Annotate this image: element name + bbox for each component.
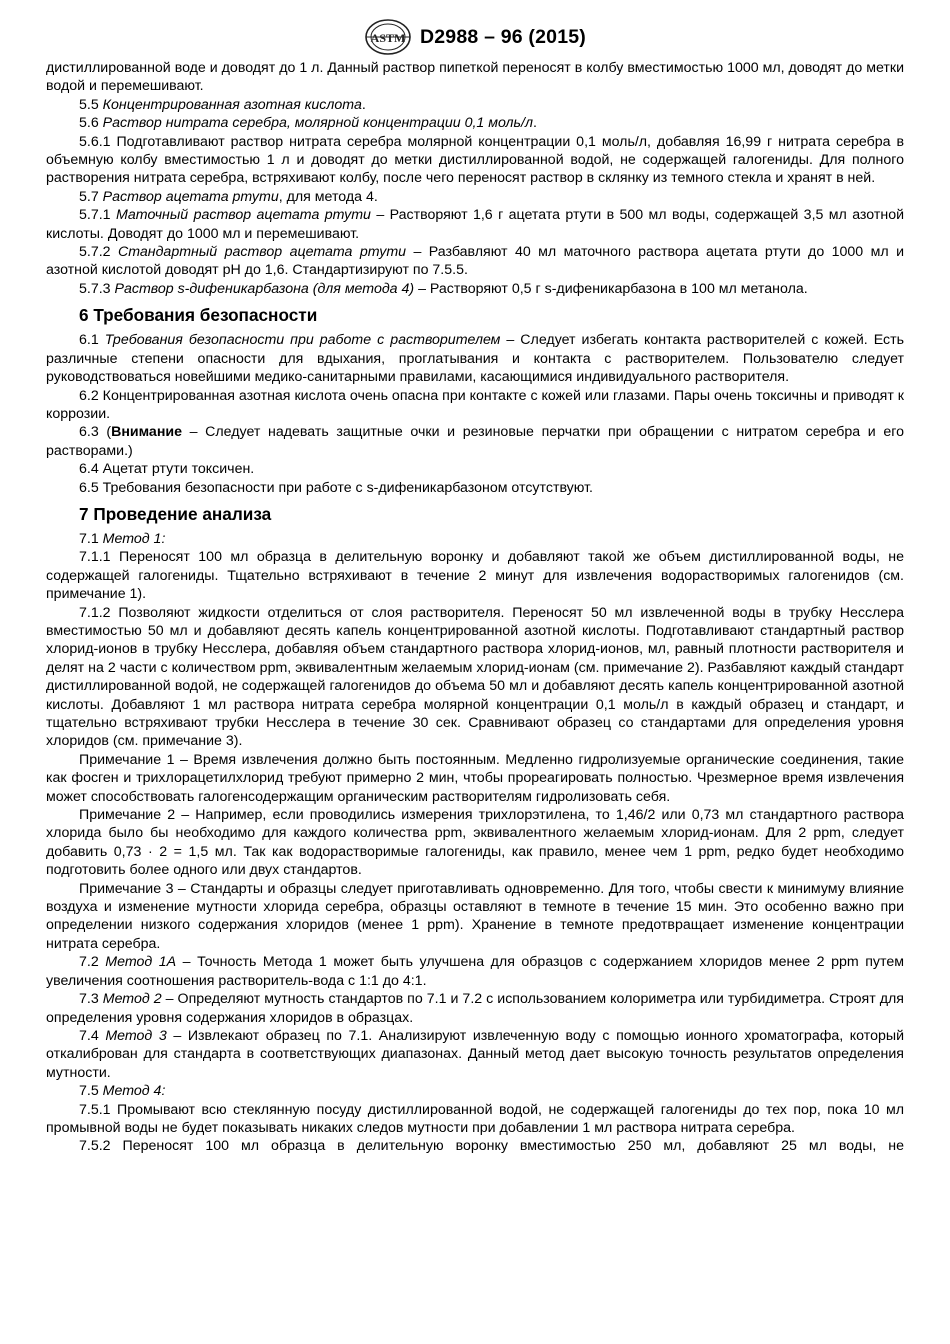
document-body (46, 59, 904, 1156)
page-header (46, 16, 904, 58)
paragraph-5-7-2: 5.7.2 Стандартный раствор ацетата ртути – Разбавляют 40 мл маточного раствора ацетата ртути до 1000 мл и азотной кислотой доводят pH до 1,6. Стандартизируют по 7.5.5. (46, 244, 905, 279)
paragraph-5-5: 5.5 Концентрированная азотная кислота. (79, 96, 366, 113)
paragraph-6-2: 6.2 Концентрированная азотная кислота очень опасна при контакте с кожей или глазами. Пары очень токсичны и приводят к коррозии. (46, 387, 904, 422)
paragraph-5-7: 5.7 Раствор ацетата ртути, для метода 4. (79, 188, 378, 205)
paragraph-7-1-1: 7.1.1 Переносят 100 мл образца в делительную воронку и добавляют такой же объем дистиллированной воды, не содержащей галогениды. Тщательно встряхивают в течение 2 минут для извлечения водорастворимых галогенидов (см. примечание 1). (46, 549, 904, 603)
heading-section-6: 6 Требования безопасности (79, 305, 318, 326)
paragraph-5-7-1: 5.7.1 Маточный раствор ацетата ртути – Растворяют 1,6 г ацетата ртути в 500 мл воды, содержащей 3,5 мл азотной кислоты. Доводят до 1000 мл и перемешивают. (46, 207, 905, 242)
note-2: Примечание 2 – Например, если проводились измерения трихлорэтилена, то 1,46/2 или 0,73 мл стандартного раствора хлорида было бы необходимо для каждого количества ppm, эквивалентного желаемым хлорид-ионам. Для 2 ppm, следует добавить 0,73 · 2 = 1,5 мл. Так как водорастворимые галогениды, как правило, менее чем 1 ppm, редко будет необходимо подготовить более одного или двух стандартов. (46, 807, 904, 879)
paragraph-7-1: 7.1 Метод 1: (79, 530, 166, 547)
paragraph-6-5: 6.5 Требования безопасности при работе с s-дифеникарбазоном отсутствуют. (79, 479, 593, 496)
paragraph-intro: дистиллированной воде и доводят до 1 л. Данный раствор пипеткой переносят в колбу вместимостью 1000 мл, доводят до метки водой и перемешивают. (46, 60, 904, 95)
paragraph-5-6-1: 5.6.1 Подготавливают раствор нитрата серебра молярной концентрации 0,1 моль/л, добавляя 16,99 г нитрата серебра в объемную колбу вместимостью 1 л и доводят до метки дистиллированной водой, не содержащей галогениды. Для полного растворения нитрата серебра, встряхивают колбу, после чего переносят раствор в склянку из темного стекла и хранят в ней. (46, 133, 904, 187)
heading-section-7: 7 Проведение анализа (79, 503, 272, 524)
standard-designation: D2988 – 96 (2015) (419, 25, 587, 48)
paragraph-7-4: 7.4 Метод 3 – Извлекают образец по 7.1. Анализируют извлеченную воду с помощью ионного хроматографа, который откалиброван для стандарта в соответствующих диапазонах. Данный метод дает высокую точность результатов определения мутности. (46, 1027, 904, 1081)
paragraph-7-5-1: 7.5.1 Промывают всю стеклянную посуду дистиллированной водой, не содержащей галогениды до тех пор, пока 10 мл промывной воды не будет показывать никаких следов мутности при добавлении 1 мл раствора нитрата серебра. (46, 1101, 904, 1136)
paragraph-6-3: 6.3 (Внимание – Следует надевать защитные очки и резиновые перчатки при обращении с нитратом серебра и его растворами.) (46, 424, 904, 459)
paragraph-7-2: 7.2 Метод 1А – Точность Метода 1 может быть улучшена для образцов с содержанием хлоридов менее 2 ppm путем увеличения соотношения растворитель-вода с 1:1 до 4:1. (46, 954, 904, 989)
note-3: Примечание 3 – Стандарты и образцы следует приготавливать одновременно. Для того, чтобы свести к минимуму влияние воздуха и изменение мутности хлорида серебра, образцы оставляют в темноте в течение 15 мин. Это особенно важно при определении низкого содержания хлоридов (менее 1 ppm). Хранение в темноте предотвращает изменение концентрации нитрата серебра. (46, 880, 904, 952)
astm-logo-icon (364, 18, 412, 56)
paragraph-7-3: 7.3 Метод 2 – Определяют мутность стандартов по 7.1 и 7.2 с использованием колориметра или турбидиметра. Строят для определения уровня содержания хлоридов в образцах. (46, 991, 904, 1026)
logo-text: ASTM (370, 31, 406, 45)
paragraph-7-5-2: 7.5.2 Переносят 100 мл образца в делительную воронку вместимостью 250 мл, добавляют 25 мл воды, не (79, 1138, 904, 1155)
paragraph-7-5: 7.5 Метод 4: (79, 1083, 166, 1100)
paragraph-5-6: 5.6 Раствор нитрата серебра, молярной концентрации 0,1 моль/л. (79, 115, 537, 132)
paragraph-6-4: 6.4 Ацетат ртути токсичен. (79, 461, 255, 478)
paragraph-6-1: 6.1 Требования безопасности при работе с растворителем – Следует избегать контакта растворителей с кожей. Есть различные степени опасности для вдыхания, проглатывания и контакта с растворителем. Пользователю следует руководствоваться новейшими медико-санитарными правилами, касающимися индивидуального растворителя. (46, 332, 904, 386)
note-1: Примечание 1 – Время извлечения должно быть постоянным. Медленно гидролизуемые органические соединения, такие как фосген и трихлорацетилхлорид требуют примерно 2 мин, чтобы прореагировать полностью. Чрезмерное время извлечения может способствовать галогенсодержащим органическим растворителям гидролизовать себя. (46, 751, 904, 805)
paragraph-5-7-3: 5.7.3 Раствор s-дифеникарбазона (для метода 4) – Растворяют 0,5 г s-дифеникарбазона в 100 мл метанола. (79, 280, 808, 297)
paragraph-7-1-2: 7.1.2 Позволяют жидкости отделиться от слоя растворителя. Переносят 50 мл извлеченной воды в трубку Несслера вместимостью 50 мл и добавляют десять капель концентрированной азотной кислоты. Подготавливают стандартный раствор хлорид-ионов в трубку Несслера, добавляя объем стандартного раствора хлорид-ионов, мл, равный плотности растворителя и делят на 2 части с количеством ppm, эквивалентным желаемым хлорид-ионам (см. примечание 2). Разбавляют каждый стандарт дистиллированной водой, не содержащей галогенидов до объема 50 мл и добавляют десять капель концентрированной азотной кислоты. Добавляют 1 мл раствора нитрата серебра молярной концентрации 0,1 моль/л в каждый образец и стандарт, и тщательно встряхивают трубки Несслера в течение 30 сек. Сравнивают образец со стандартами для определения уровня хлоридов (см. примечание 3). (46, 604, 904, 750)
